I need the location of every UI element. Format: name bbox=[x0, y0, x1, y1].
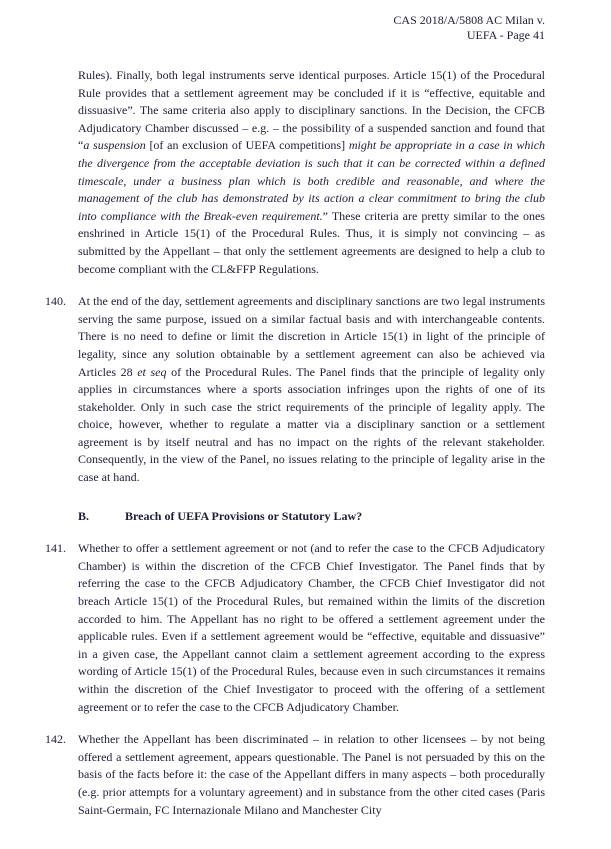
paragraph-number: 140. bbox=[45, 294, 66, 309]
paragraph-text: Rules). Finally, both legal instruments serve identical purposes. Article 15(1) of the Procedural Rule provides that a settlement agreement may be concluded if it is “effective, equitable and dissuasive”. The same criteria also apply to disciplinary sanctions. In the Decision, the CFCB Adjudicatory Chamber discussed – e.g. – the possibility of a suspended sanction and found that “a suspension [of an exclusion of UEFA competitions] might be appropriate in a case in which the divergence from the acceptable deviation is such that it can be corrected within a defined timescale, under a business plan which is both credible and reasonable, and where the management of the club has demonstrated by its action a clear commitment to bring the club into compliance with the Break-even requirement.” These criteria are pretty similar to the ones enshrined in Article 15(1) of the Procedural Rules. Thus, it is simply not convincing – as submitted by the Appellant – that only the settlement agreements are designed to help a club to become compliant with the CL&FFP Regulations. bbox=[78, 68, 546, 276]
paragraph bbox=[45, 731, 545, 819]
paragraph-text: Whether the Appellant has been discriminated – in relation to other licensees – by not being offered a settlement agreement, appears questionable. The Panel is not persuaded by this on the basis of the facts before it: the case of the Appellant differs in many aspects – both procedurally (e.g. prior attempts for a voluntary agreement) and in substance from the other cited cases (Paris Saint-Germain, FC Internazionale Milano and Manchester City bbox=[78, 732, 545, 817]
paragraph-text: At the end of the day, settlement agreements and disciplinary sanctions are two legal instruments serving the same purpose, issued on a similar factual basis and with interchangeable contents. There is no need to define or limit the discretion in Article 15(1) in light of the principle of legality, since any solution obtainable by a settlement agreement can also be achieved via Articles 28 et seq of the Procedural Rules. The Panel finds that the principle of legality only applies in circumstances where a sports association infringes upon the rights of one of its stakeholder. Only in such case the strict requirements of the principle of legality apply. The choice, however, whether to regulate a matter via a disciplinary sanction or a settlement agreement is by itself neutral and has no impact on the rights of the relevant stakeholder. Consequently, in the view of the Panel, no issues relating to the principle of legality arise in the case at hand. bbox=[78, 294, 545, 485]
paragraph-number: 141. bbox=[45, 541, 66, 556]
paragraph-number: 142. bbox=[45, 732, 66, 747]
section-heading bbox=[45, 508, 545, 526]
paragraph bbox=[45, 540, 545, 716]
paragraph-text: Whether to offer a settlement agreement or not (and to refer the case to the CFCB Adjudicatory Chamber) is within the discretion of the CFCB Chief Investigator. The Panel finds that by referring the case to the CFCB Adjudicatory Chamber, the CFCB Chief Investigator did not breach Article 15(1) of the Procedural Rules, but remained within the limits of the discretion accorded to him. The Appellant has no right to be offered a settlement agreement under the applicable rules. Even if a settlement agreement would be “effective, equitable and dissuasive” in a given case, the Appellant cannot claim a settlement agreement according to the express wording of Article 15(1) of the Procedural Rules, because even in such circumstances it remains within the discretion of the Chief Investigator to proceed with the offering of a settlement agreement or to refer the case to the CFCB Adjudicatory Chamber. bbox=[78, 541, 545, 714]
case-reference: CAS 2018/A/5808 AC Milan v. bbox=[393, 13, 545, 27]
paragraph bbox=[45, 67, 545, 278]
document-body bbox=[45, 67, 545, 819]
page-header bbox=[0, 13, 545, 43]
section-title: Breach of UEFA Provisions or Statutory Law? bbox=[125, 508, 363, 523]
page-number: UEFA - Page 41 bbox=[466, 28, 545, 42]
section-letter: B. bbox=[78, 508, 90, 523]
paragraph bbox=[45, 293, 545, 487]
